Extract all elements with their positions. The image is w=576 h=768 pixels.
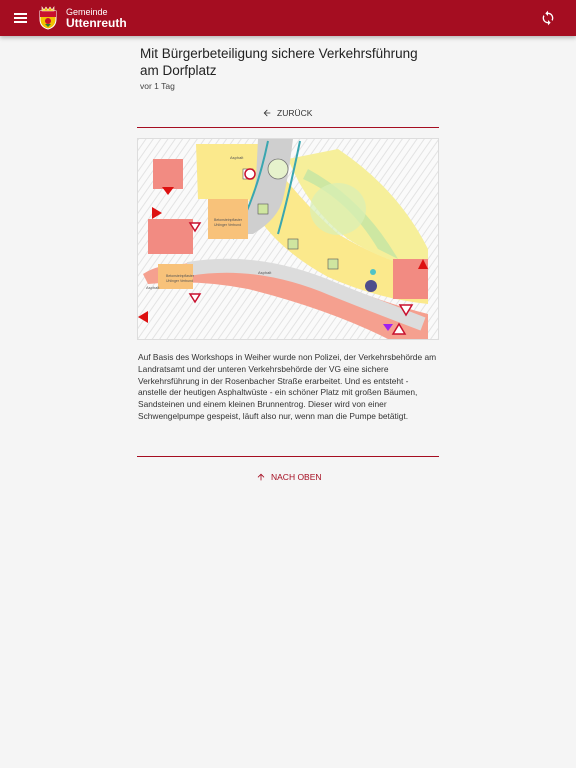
map-label-asphalt: Asphalt (146, 285, 160, 290)
divider-top (137, 127, 439, 128)
back-label: ZURÜCK (277, 108, 313, 118)
site-plan-drawing (138, 139, 438, 339)
scroll-to-top-button[interactable] (256, 470, 322, 484)
to-top-label: NACH OBEN (271, 472, 322, 482)
article-image-site-plan (137, 138, 439, 340)
map-label-paving: Uhlinger Verbund (214, 223, 242, 227)
map-label-paving: Uhlinger Verbund (166, 279, 194, 283)
municipality-prefix: Gemeinde (66, 7, 108, 17)
divider-bottom (137, 456, 439, 457)
article-body: Auf Basis des Workshops in Weiher wurde non Polizei, der Verkehrsbehörde am Landratsamt und der unteren Verkehrsbehörde der VG eine sichere Verkehrsführung in der Rosenbacher Straße erarbeitet. Und es entsteht - anstelle der heutigen Asphaltwüste - ein schöner Platz mit großen Bäumen, Sandsteinen und einem kleinen Brunnentrog. Dieser wird von einer Schwengelpumpe gespeist, läuft also nur, wenn man die Pumpe betätigt. (138, 352, 437, 421)
article-title: Mit Bürgerbeteiligung sichere Verkehrsführung am Dorfplatz (140, 46, 418, 78)
sync-icon[interactable] (540, 10, 556, 26)
map-label-paving: Betonsteinpflaster (166, 274, 195, 278)
article-timestamp: vor 1 Tag (140, 81, 175, 91)
back-button[interactable] (262, 106, 312, 120)
map-label-asphalt: Asphalt (258, 270, 272, 275)
municipality-name: Uttenreuth (66, 16, 127, 30)
arrow-up-icon (256, 472, 266, 482)
map-label-asphalt: Asphalt (230, 155, 244, 160)
map-label-paving: Betonsteinpflaster (214, 218, 243, 222)
menu-icon[interactable] (11, 9, 31, 27)
coat-of-arms-logo (38, 6, 58, 30)
app-bar (0, 0, 576, 36)
arrow-back-icon (262, 108, 272, 118)
